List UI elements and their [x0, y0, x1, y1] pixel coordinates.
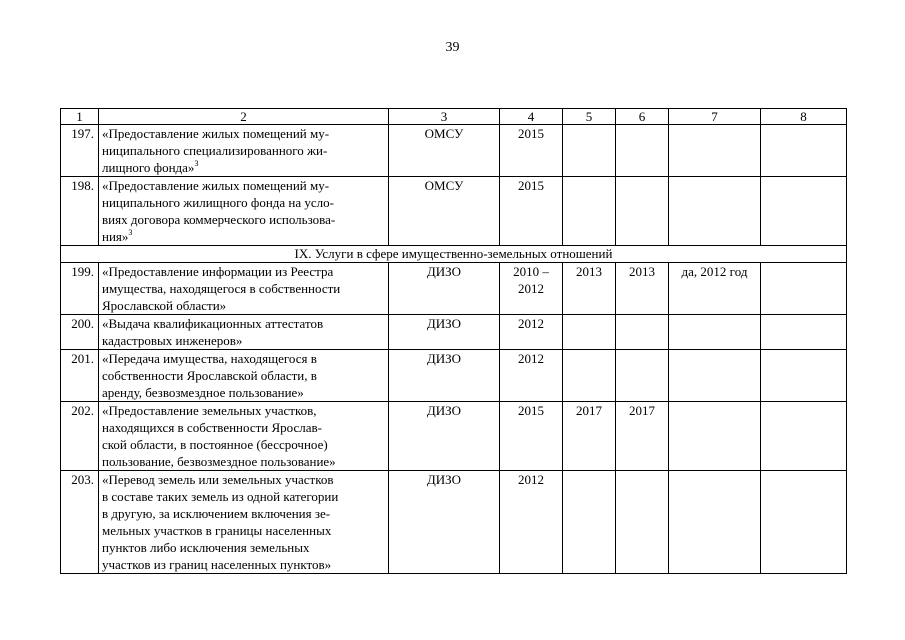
footnote-ref: 3 [128, 228, 133, 237]
cell-5 [563, 125, 616, 177]
footnote-ref: 3 [194, 159, 199, 168]
cell-5 [563, 471, 616, 574]
row-number: 200. [61, 315, 99, 350]
cell-7 [669, 177, 761, 246]
cell-8 [761, 315, 847, 350]
table-row [61, 402, 847, 471]
cell-8 [761, 350, 847, 402]
row-number: 201. [61, 350, 99, 402]
table-row [61, 471, 847, 574]
column-header-5: 5 [563, 109, 616, 125]
column-header-7: 7 [669, 109, 761, 125]
row-number: 197. [61, 125, 99, 177]
cell-6 [616, 471, 669, 574]
row-number: 203. [61, 471, 99, 574]
cell-6 [616, 350, 669, 402]
cell-8 [761, 402, 847, 471]
section-heading: IX. Услуги в сфере имущественно-земельных отношений [61, 246, 847, 263]
responsible-body: ДИЗО [389, 315, 500, 350]
column-header-8: 8 [761, 109, 847, 125]
responsible-body: ДИЗО [389, 263, 500, 315]
cell-7 [669, 402, 761, 471]
cell-5: 2013 [563, 263, 616, 315]
responsible-body: ОМСУ [389, 177, 500, 246]
cell-5 [563, 350, 616, 402]
cell-8 [761, 177, 847, 246]
cell-6: 2013 [616, 263, 669, 315]
year-cell: 2010 – 2012 [500, 263, 563, 315]
cell-6: 2017 [616, 402, 669, 471]
year-cell: 2015 [500, 177, 563, 246]
table-row [61, 125, 847, 177]
table-row [61, 350, 847, 402]
service-name: «Выдача квалификационных аттестатов кадастровых инженеров» [99, 315, 389, 350]
page-number: 39 [445, 40, 460, 55]
cell-5 [563, 315, 616, 350]
column-header-1: 1 [61, 109, 99, 125]
year-cell: 2012 [500, 471, 563, 574]
responsible-body: ДИЗО [389, 471, 500, 574]
cell-7 [669, 471, 761, 574]
responsible-body: ОМСУ [389, 125, 500, 177]
year-cell: 2015 [500, 402, 563, 471]
cell-6 [616, 125, 669, 177]
cell-6 [616, 177, 669, 246]
cell-7 [669, 350, 761, 402]
row-number: 199. [61, 263, 99, 315]
service-name: «Передача имущества, находящегося в собственности Ярославской области, в аренду, безвозмездное пользование» [99, 350, 389, 402]
year-cell: 2012 [500, 315, 563, 350]
service-name: «Предоставление жилых помещений му- ниципального жилищного фонда на усло- виях договора коммерческого использова- ния»$^3$ [99, 177, 389, 246]
table-row [61, 263, 847, 315]
header-row [61, 109, 847, 125]
column-header-3: 3 [389, 109, 500, 125]
cell-6 [616, 315, 669, 350]
cell-8 [761, 471, 847, 574]
cell-7 [669, 315, 761, 350]
row-number: 202. [61, 402, 99, 471]
column-header-6: 6 [616, 109, 669, 125]
cell-5 [563, 177, 616, 246]
service-name: «Перевод земель или земельных участков в составе таких земель из одной категории в другую, за исключением включения зе- мельных участков в границы населенных пунктов либо исключения земельных участков из границ населенных пунктов» [99, 471, 389, 574]
table-row [61, 177, 847, 246]
section-row [61, 246, 847, 263]
responsible-body: ДИЗО [389, 402, 500, 471]
column-header-2: 2 [99, 109, 389, 125]
service-name: «Предоставление жилых помещений му- ниципального специализированного жи- лищного фонда»$^3$ [99, 125, 389, 177]
year-cell: 2015 [500, 125, 563, 177]
cell-8 [761, 263, 847, 315]
service-name: «Предоставление земельных участков, находящихся в собственности Ярослав- ской области, в постоянное (бессрочное) пользование, безвозмездное пользование» [99, 402, 389, 471]
cell-5: 2017 [563, 402, 616, 471]
responsible-body: ДИЗО [389, 350, 500, 402]
year-cell: 2012 [500, 350, 563, 402]
table-row [61, 315, 847, 350]
row-number: 198. [61, 177, 99, 246]
services-table [60, 108, 847, 574]
cell-7 [669, 125, 761, 177]
column-header-4: 4 [500, 109, 563, 125]
cell-8 [761, 125, 847, 177]
cell-7: да, 2012 год [669, 263, 761, 315]
service-name: «Предоставление информации из Реестра имущества, находящегося в собственности Ярославской области» [99, 263, 389, 315]
